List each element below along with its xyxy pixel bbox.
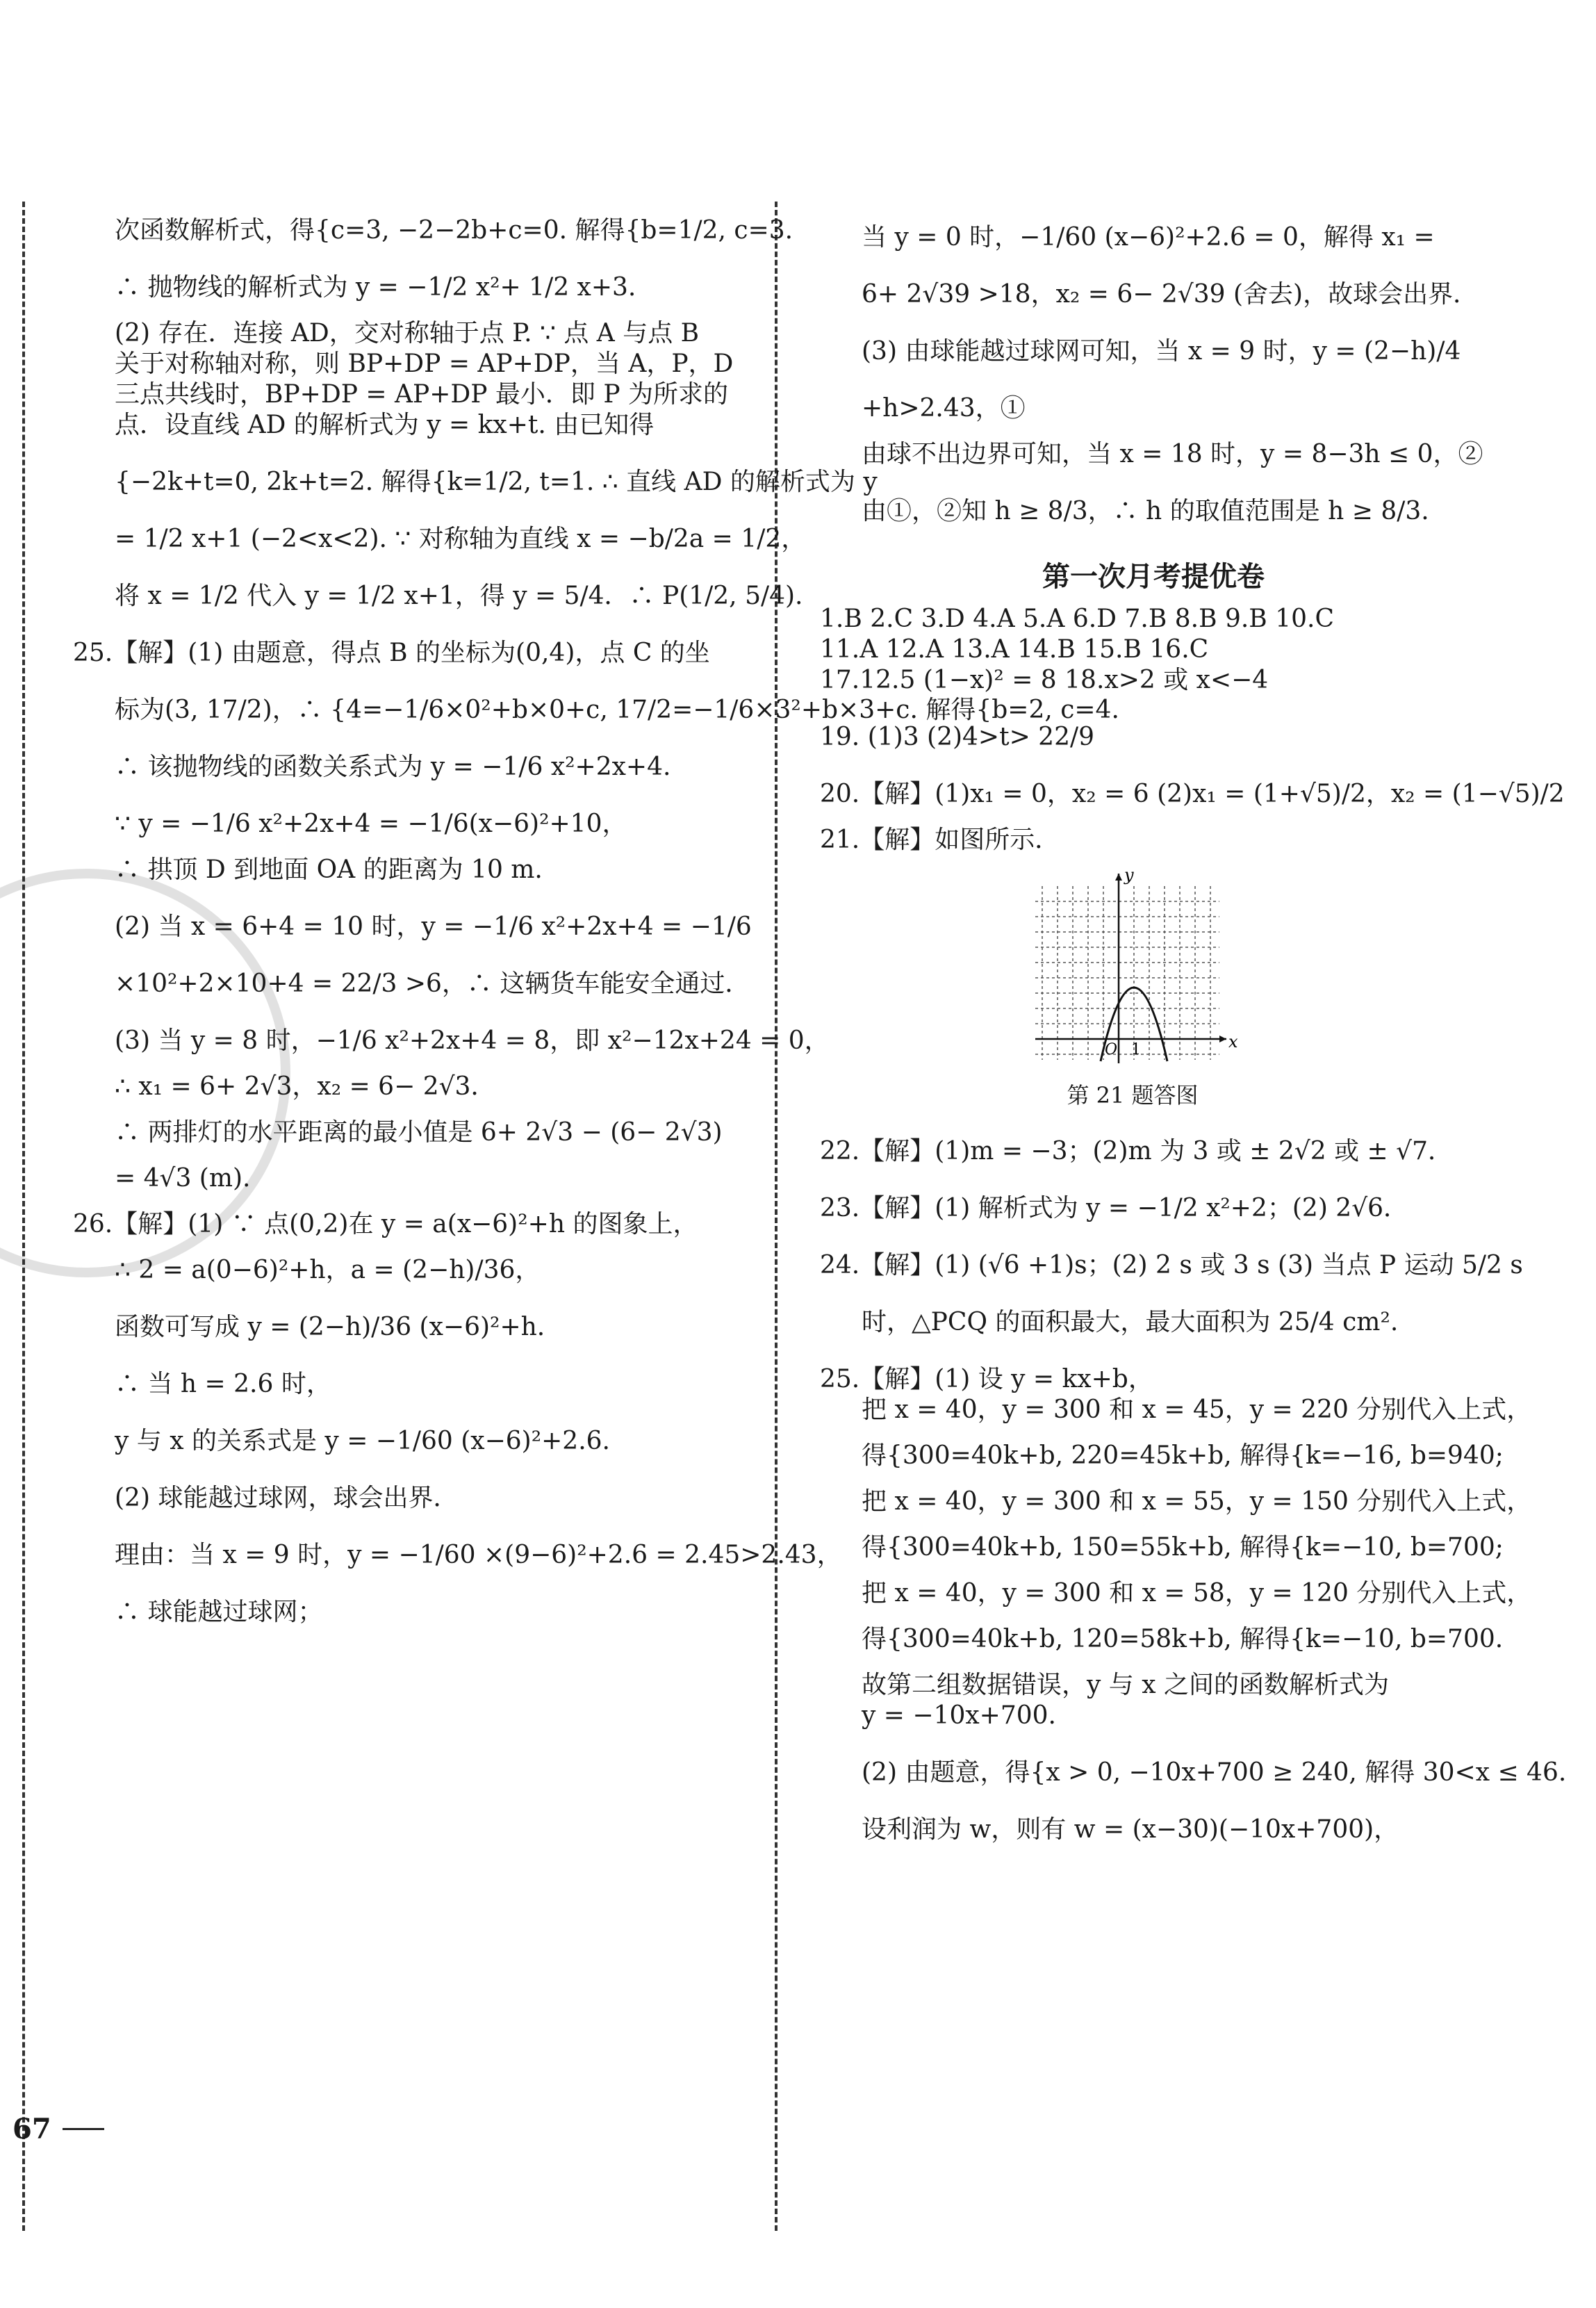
text-line: ∴ 两排灯的水平距离的最小值是 6+ 2√3 − (6− 2√3)	[115, 1118, 723, 1147]
text-line: ×10²+2×10+4 = 22/3 >6，∴ 这辆货车能安全通过．	[115, 969, 750, 998]
page-number: 67	[13, 2113, 51, 2145]
right-column	[820, 188, 1567, 1845]
grid-lines	[1035, 886, 1219, 1060]
text-line: 理由：当 x = 9 时，y = −1/60 ×(9−6)²+2.6 = 2.45>2.43，	[115, 1541, 842, 1569]
text-line: 点．设直线 AD 的解析式为 y = kx+t. 由已知得	[115, 411, 655, 439]
text-line: 得{300=40k+b, 220=45k+b, 解得{k=−16, b=940;	[862, 1441, 1504, 1470]
text-line: 6+ 2√39 >18，x₂ = 6− 2√39 (舍去)，故球会出界．	[862, 280, 1479, 309]
text-line: y = −10x+700.	[862, 1701, 1056, 1730]
problem-25-heading: 25.【解】(1) 设 y = kx+b，	[820, 1365, 1153, 1393]
answer-line: 22.【解】(1)m = −3；(2)m 为 3 或 ± 2√2 或 ± √7．	[820, 1137, 1454, 1165]
text-line: ∴ 当 h = 2.6 时，	[115, 1370, 331, 1398]
text-line: 时，△PCQ 的面积最大，最大面积为 25/4 cm².	[862, 1308, 1399, 1336]
origin-label: O	[1105, 1041, 1118, 1058]
x-axis-arrow-icon	[1219, 1036, 1226, 1042]
text-line: 关于对称轴对称，则 BP+DP = AP+DP，当 A，P，D	[115, 350, 734, 378]
left-margin-dashed-line	[22, 202, 25, 2231]
answer-line: 17.12.5 (1−x)² = 8 18.x>2 或 x<−4	[820, 666, 1269, 694]
section-heading: 第一次月考提优卷	[1042, 561, 1265, 593]
unit-label: 1	[1131, 1041, 1141, 1058]
y-axis-arrow-icon	[1115, 874, 1122, 881]
y-axis-label: y	[1124, 865, 1134, 885]
text-line: 得{300=40k+b, 150=55k+b, 解得{k=−10, b=700;	[862, 1533, 1504, 1562]
text-line: ∴ x₁ = 6+ 2√3，x₂ = 6− 2√3．	[115, 1072, 496, 1101]
figure-caption: 第 21 题答图	[1067, 1082, 1199, 1108]
answer-line: 24.【解】(1) (√6 +1)s；(2) 2 s 或 3 s (3) 当点 P 运动 5/2 s	[820, 1251, 1523, 1279]
text-line: 当 y = 0 时，−1/60 (x−6)²+2.6 = 0，解得 x₁ =	[862, 223, 1435, 252]
text-line: ∴ 该抛物线的函数关系式为 y = −1/6 x²+2x+4.	[115, 753, 671, 781]
problem-25-heading: 25.【解】(1) 由题意，得点 B 的坐标为(0,4)，点 C 的坐	[73, 639, 710, 667]
text-line: ∴ 球能越过球网；	[115, 1598, 323, 1626]
text-line: 把 x = 40，y = 300 和 x = 58，y = 120 分别代入上式，	[862, 1579, 1532, 1607]
text-line: 由①，②知 h ≥ 8/3，∴ h 的取值范围是 h ≥ 8/3.	[862, 497, 1429, 525]
text-line: 由球不出边界可知，当 x = 18 时，y = 8−3h ≤ 0，②	[862, 440, 1483, 468]
text-line: +h>2.43，①	[862, 394, 1026, 423]
text-line: ∵ y = −1/6 x²+2x+4 = −1/6(x−6)²+10，	[115, 810, 627, 838]
problem-26-heading: 26.【解】(1) ∵ 点(0,2)在 y = a(x−6)²+h 的图象上，	[73, 1210, 698, 1238]
text-line: (2) 球能越过球网，球会出界．	[115, 1484, 459, 1512]
text-line: (2) 由题意，得{x > 0, −10x+700 ≥ 240, 解得 30<x ≤ 46.	[862, 1758, 1567, 1787]
text-line: 标为(3, 17/2)，∴ {4=−1/6×0²+b×0+c, 17/2=−1/6×3²+b×3+c. 解得{b=2, c=4.	[115, 696, 1119, 724]
text-line: 将 x = 1/2 代入 y = 1/2 x+1，得 y = 5/4．∴ P(1/2, 5/4).	[115, 582, 803, 610]
text-line: = 1/2 x+1 (−2<x<2). ∵ 对称轴为直线 x = −b/2a = 1/2，	[115, 525, 807, 553]
text-line: 把 x = 40，y = 300 和 x = 55，y = 150 分别代入上式，	[862, 1487, 1532, 1516]
text-line: y 与 x 的关系式是 y = −1/60 (x−6)²+2.6.	[115, 1427, 611, 1455]
answer-line: 23.【解】(1) 解析式为 y = −1/2 x²+2；(2) 2√6．	[820, 1194, 1409, 1222]
text-line: 设利润为 w，则有 w = (x−30)(−10x+700)，	[862, 1815, 1399, 1844]
text-line: ∴ 2 = a(0−6)²+h，a = (2−h)/36，	[115, 1256, 541, 1284]
parabola-graph	[1028, 865, 1237, 1074]
x-axis-label: x	[1228, 1032, 1238, 1051]
answer-line: 21.【解】如图所示．	[820, 826, 1060, 854]
answer-line: 11.A 12.A 13.A 14.B 15.B 16.C	[820, 635, 1209, 664]
text-line: 函数可写成 y = (2−h)/36 (x−6)²+h.	[115, 1313, 545, 1341]
answer-line: 20.【解】(1)x₁ = 0，x₂ = 6 (2)x₁ = (1+√5)/2，x₂ = (1−√5)/2	[820, 780, 1565, 808]
answer-line: 19. (1)3 (2)4>t> 22/9	[820, 723, 1095, 751]
problem-21-figure	[1028, 865, 1237, 1110]
text-line: (3) 当 y = 8 时，−1/6 x²+2x+4 = 8，即 x²−12x+24 = 0，	[115, 1026, 830, 1055]
answer-line: 1.B 2.C 3.D 4.A 5.A 6.D 7.B 8.B 9.B 10.C	[820, 605, 1335, 633]
text-line: {−2k+t=0, 2k+t=2. 解得{k=1/2, t=1. ∴ 直线 AD 的解析式为 y	[115, 468, 878, 496]
text-line: ∴ 抛物线的解析式为 y = −1/2 x²+ 1/2 x+3.	[115, 273, 636, 302]
text-line: = 4√3 (m).	[115, 1164, 251, 1193]
text-line: (2) 当 x = 6+4 = 10 时，y = −1/6 x²+2x+4 = −1/6	[115, 912, 752, 941]
text-line: (3) 由球能越过球网可知，当 x = 9 时，y = (2−h)/4	[862, 337, 1461, 366]
center-dashed-divider	[775, 202, 778, 2231]
text-line: 三点共线时，BP+DP = AP+DP 最小．即 P 为所求的	[115, 380, 729, 409]
text-line: 把 x = 40，y = 300 和 x = 45，y = 220 分别代入上式，	[862, 1396, 1532, 1424]
text-line: 得{300=40k+b, 120=58k+b, 解得{k=−10, b=700.	[862, 1625, 1504, 1653]
text-line: (2) 存在．连接 AD，交对称轴于点 P. ∵ 点 A 与点 B	[115, 319, 700, 347]
text-line: 故第二组数据错误，y 与 x 之间的函数解析式为	[862, 1671, 1389, 1699]
page-number-rule	[63, 2128, 104, 2130]
text-line: ∴ 拱顶 D 到地面 OA 的距离为 10 m.	[115, 856, 543, 884]
text-line: 次函数解析式，得{c=3, −2−2b+c=0. 解得{b=1/2, c=3.	[115, 216, 793, 245]
